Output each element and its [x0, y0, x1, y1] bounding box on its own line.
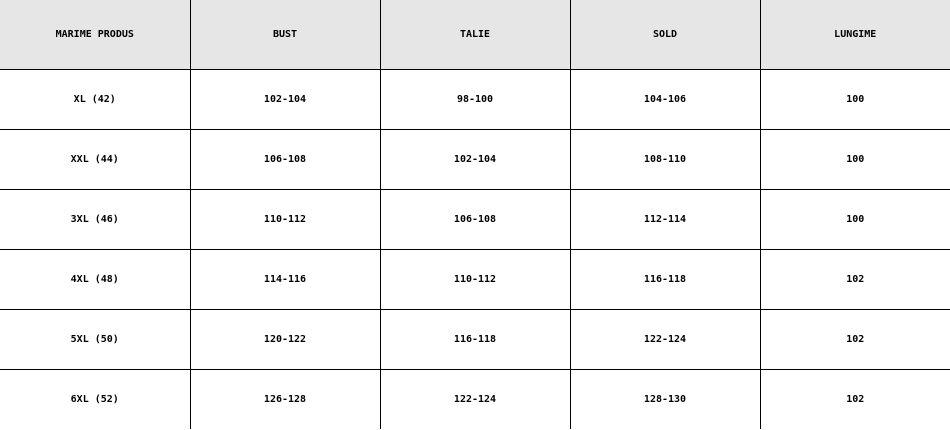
length-cell: 100 — [760, 70, 950, 130]
hip-cell: 104-106 — [570, 70, 760, 130]
size-cell: 6XL (52) — [0, 370, 190, 430]
hip-cell: 112-114 — [570, 190, 760, 250]
table-row — [0, 310, 950, 370]
hip-cell: 128-130 — [570, 370, 760, 430]
bust-cell: 120-122 — [190, 310, 380, 370]
table-row — [0, 70, 950, 130]
waist-cell: 106-108 — [380, 190, 570, 250]
header-cell-hip: SOLD — [570, 0, 760, 70]
header-cell-length: LUNGIME — [760, 0, 950, 70]
bust-cell: 110-112 — [190, 190, 380, 250]
bust-cell: 114-116 — [190, 250, 380, 310]
waist-cell: 116-118 — [380, 310, 570, 370]
size-cell: XXL (44) — [0, 130, 190, 190]
waist-cell: 110-112 — [380, 250, 570, 310]
hip-cell: 122-124 — [570, 310, 760, 370]
bust-cell: 102-104 — [190, 70, 380, 130]
table-row — [0, 190, 950, 250]
size-cell: 4XL (48) — [0, 250, 190, 310]
waist-cell: 102-104 — [380, 130, 570, 190]
header-cell-waist: TALIE — [380, 0, 570, 70]
table-row — [0, 130, 950, 190]
length-cell: 102 — [760, 370, 950, 430]
hip-cell: 116-118 — [570, 250, 760, 310]
header-cell-bust: BUST — [190, 0, 380, 70]
header-row — [0, 0, 950, 70]
length-cell: 100 — [760, 130, 950, 190]
bust-cell: 126-128 — [190, 370, 380, 430]
length-cell: 100 — [760, 190, 950, 250]
table-row — [0, 250, 950, 310]
waist-cell: 98-100 — [380, 70, 570, 130]
table-row — [0, 370, 950, 430]
table-body — [0, 70, 950, 430]
waist-cell: 122-124 — [380, 370, 570, 430]
length-cell: 102 — [760, 250, 950, 310]
size-cell: XL (42) — [0, 70, 190, 130]
size-cell: 5XL (50) — [0, 310, 190, 370]
header-cell-size: MARIME PRODUS — [0, 0, 190, 70]
table-header — [0, 0, 950, 70]
length-cell: 102 — [760, 310, 950, 370]
hip-cell: 108-110 — [570, 130, 760, 190]
size-cell: 3XL (46) — [0, 190, 190, 250]
bust-cell: 106-108 — [190, 130, 380, 190]
